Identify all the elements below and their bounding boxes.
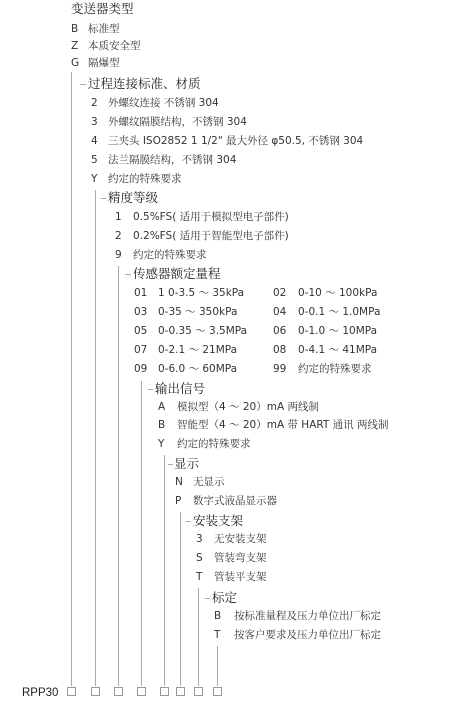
connector-line [217,646,218,686]
option-text: 无安装支架 [214,533,267,545]
code-slot-bracket [194,687,203,696]
section-title-sensor-range: 传感器额定量程 [133,266,221,281]
section-title-mounting-bracket: 安装支架 [193,513,244,528]
range-value: 0-10 ～ 100kPa [298,287,378,299]
option-text: 本质安全型 [88,40,141,52]
option-code: 2 [115,230,122,242]
section-title-process-connection: 过程连接标准、材质 [88,76,201,91]
option-code: T [214,629,221,641]
option-code: 1 [115,211,122,223]
option-text: 智能型（4 ～ 20）mA 带 HART 通讯 两线制 [177,419,389,431]
code-slot-output-signal [160,687,169,696]
option-code: Y [91,173,98,185]
option-code: 2 [91,97,98,109]
option-code: B [214,610,222,622]
range-code: 05 [134,325,148,337]
option-text: 约定的特殊要求 [133,249,207,261]
range-code: 01 [134,287,148,299]
range-value: 0-1.0 ～ 10MPa [298,325,378,337]
option-text: 约定的特殊要求 [177,438,251,450]
section-title-output-signal: 输出信号 [155,381,206,396]
option-code: N [175,476,183,488]
model-code: RPP30 [22,687,59,699]
connector-hook [101,198,106,199]
range-code: 02 [273,287,287,299]
range-value: 0-4.1 ～ 41MPa [298,344,378,356]
option-text: 标准型 [88,23,120,35]
option-code: B [71,23,79,35]
range-code: 09 [134,363,148,375]
option-text: 模拟型（4 ～ 20）mA 两线制 [177,401,319,413]
range-value: 0-35 ～ 350kPa [158,306,238,318]
connector-line [71,72,72,686]
range-code: 06 [273,325,287,337]
option-code: A [158,401,166,413]
connector-line [180,512,181,686]
connector-hook [168,464,173,465]
option-text: 无显示 [193,476,225,488]
option-code: G [71,57,80,69]
option-text: 管装弯支架 [214,552,267,564]
range-value: 1 0-3.5 ～ 35kPa [158,287,245,299]
range-code: 03 [134,306,148,318]
code-slot-sensor-range [137,687,146,696]
section-title-accuracy-class: 精度等级 [108,190,159,205]
code-slot-calibration [213,687,222,696]
option-code: Z [71,40,79,52]
option-code: 3 [91,116,98,128]
option-text: 按标准量程及压力单位出厂标定 [234,610,381,622]
option-code: Y [158,438,165,450]
range-code: 04 [273,306,287,318]
option-code: 9 [115,249,122,261]
option-code: T [196,571,203,583]
option-text: 0.2%FS( 适用于智能型电子部件) [133,230,289,242]
range-code: 08 [273,344,287,356]
connector-hook [80,84,86,85]
option-text: 管装平支架 [214,571,267,583]
connector-line [95,190,96,686]
section-title-calibration: 标定 [212,590,238,605]
option-code: B [158,419,166,431]
connector-line [141,381,142,686]
option-code: P [175,495,182,507]
section-title-transmitter-type: 变送器类型 [71,1,134,16]
connector-line [164,455,165,686]
code-slot-transmitter-type [67,687,76,696]
section-title-display: 显示 [174,456,200,471]
range-code: 07 [134,344,148,356]
connector-hook [148,389,153,390]
range-value: 约定的特殊要求 [298,363,372,375]
option-code: 3 [196,533,203,545]
option-text: 按客户要求及压力单位出厂标定 [234,629,381,641]
option-text: 外螺纹连接 不锈钢 304 [108,97,219,109]
range-value: 0-2.1 ～ 21MPa [158,344,238,356]
option-text: 外螺纹隔膜结构，不锈钢 304 [108,116,247,128]
option-text: 法兰隔膜结构，不锈钢 304 [108,154,237,166]
connector-line [118,266,119,686]
range-value: 0-0.35 ～ 3.5MPa [158,325,248,337]
connector-hook [186,521,191,522]
option-text: 约定的特殊要求 [108,173,182,185]
code-slot-display [176,687,185,696]
range-value: 0-6.0 ～ 60MPa [158,363,238,375]
option-text: 三夹头 ISO2852 1 1/2" 最大外径 φ50.5, 不锈钢 304 [108,135,364,147]
option-text: 隔爆型 [88,57,120,69]
range-value: 0-0.1 ～ 1.0MPa [298,306,381,318]
connector-hook [205,598,210,599]
code-slot-accuracy [114,687,123,696]
code-slot-process-connection [91,687,100,696]
option-text: 0.5%FS( 适用于模拟型电子部件) [133,211,289,223]
option-code: S [196,552,203,564]
option-text: 数字式液晶显示器 [193,495,277,507]
connector-line [198,588,199,686]
option-code: 4 [91,135,98,147]
range-code: 99 [273,363,287,375]
connector-hook [125,274,131,275]
option-code: 5 [91,154,98,166]
